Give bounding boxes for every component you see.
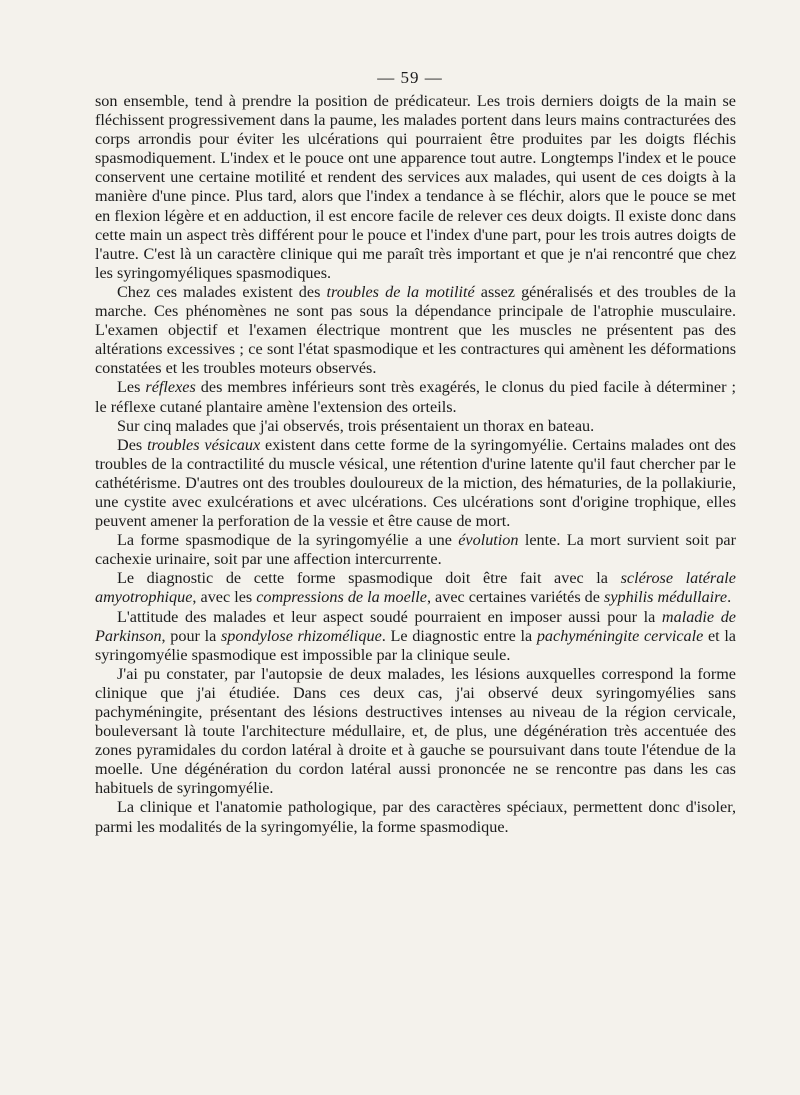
text-run: La forme spasmodique de la syringomyélie a une	[117, 531, 459, 550]
italic-term: maladie de Parkinson	[95, 607, 736, 645]
paragraph	[95, 608, 736, 665]
text-run: Le diagnostic de cette forme spasmodique doit être fait avec la	[117, 569, 621, 588]
italic-term: syphilis médullaire	[604, 588, 728, 607]
paragraph	[95, 665, 736, 799]
text-run: Les	[117, 378, 146, 397]
italic-term: évolution	[458, 531, 519, 550]
italic-term: réflexes	[145, 378, 196, 397]
text-run: , avec certaines variétés de	[426, 588, 605, 607]
text-run: Chez ces malades existent des	[117, 282, 327, 301]
text-run: L'attitude des malades et leur aspect soudé pourraient en imposer aussi pour la	[117, 607, 662, 626]
text-run: son ensemble, tend à prendre la position de prédicateur. Les trois derniers doigts de la main se fléchissent progressivement dans la paume, les malades portent dans leurs mains contracturées des corps arrondis pour éviter les ulcérations qui pourraient être produites par les doigts fléchis spasmodiquement. L'index et le pouce ont une apparence tout autre. Longtemps l'index et le pouce conservent une certaine motilité et rendent des services aux malades, qui usent de ces doigts à la manière d'une pince. Plus tard, alors que l'index a tendance à se fléchir, alors que le pouce se met en flexion légère et en adduction, il est encore facile de relever ces deux doigts. Il existe donc dans cette main un aspect très différent pour le pouce et l'index d'une part, pour les trois autres doigts de l'autre. C'est là un caractère clinique qui me paraît très important et que je n'ai rencontré que chez les syringomyéliques spasmodiques.	[95, 92, 736, 282]
text-run: J'ai pu constater, par l'autopsie de deux malades, les lésions auxquelles correspond la forme clinique que j'ai étudiée. Dans ces deux cas, j'ai observé deux syringomyélies sans pachyméningite, présentant des lésions destructives intenses au niveau de la région cervicale, bouleversant là toute l'architecture médullaire, et, de plus, une dégénération très accentuée des zones pyramidales du cordon latéral à droite et à gauche se poursuivant dans toute l'étendue de la moelle. Une dégénération du cordon latéral aussi prononcée ne se rencontre pas dans les cas habituels de syringomyélie.	[95, 664, 736, 798]
paragraph	[95, 436, 736, 531]
text-run: et la syringomyélie spasmodique est impossible par la clinique seule.	[95, 626, 736, 664]
text-run: .	[727, 588, 732, 607]
text-run: lente. La mort survient soit par cachexie urinaire, soit par une affection intercurrente.	[95, 531, 737, 569]
page-number: — 59 —	[377, 68, 443, 87]
paragraph	[95, 92, 736, 283]
body-text	[95, 92, 736, 837]
text-run: existent dans cette forme de la syringomyélie. Certains malades ont des troubles de la contractilité du muscle vésical, une rétention d'urine latente qu'il faut chercher par le cathétérisme. D'autres ont des troubles douloureux de la miction, des hématuries, de la pollakiurie, une cystite avec exulcérations et avec ulcérations. Ces ulcérations sont d'origine trophique, elles peuvent amener la perforation de la vessie et être cause de mort.	[95, 435, 736, 531]
text-run: , pour la	[161, 626, 221, 645]
text-run: Des	[117, 435, 148, 454]
italic-term: sclérose latérale amyotrophique	[95, 569, 736, 607]
text-run: , avec les	[192, 588, 257, 607]
italic-term: pachyméningite cervicale	[536, 626, 704, 645]
text-run: assez généralisés et des troubles de la marche. Ces phénomènes ne sont pas sous la dépendance principale de l'atrophie musculaire. L'examen objectif et l'examen électrique montrent que les muscles ne présentent pas des altérations excessives ; ce sont l'état spasmodique et les contractures qui amènent les déformations constatées et les troubles moteurs observés.	[95, 282, 736, 378]
text-run: . Le diagnostic entre la	[381, 626, 537, 645]
italic-term: troubles de la motilité	[326, 282, 475, 301]
italic-term: compressions de la moelle	[256, 588, 427, 607]
paragraph	[95, 531, 736, 569]
text-run: Sur cinq malades que j'ai observés, trois présentaient un thorax en bateau.	[117, 416, 595, 435]
paragraph	[95, 569, 736, 607]
paragraph	[95, 417, 736, 436]
text-run: des membres inférieurs sont très exagérés, le clonus du pied facile à déterminer ; le réflexe cutané plantaire amène l'extension des orteils.	[95, 378, 736, 416]
paragraph	[95, 798, 736, 836]
paragraph	[95, 283, 736, 378]
paragraph	[95, 378, 736, 416]
italic-term: troubles vésicaux	[147, 435, 261, 454]
text-run: La clinique et l'anatomie pathologique, par des caractères spéciaux, permettent donc d'isoler, parmi les modalités de la syringomyélie, la forme spasmodique.	[95, 798, 736, 836]
italic-term: spondylose rhizomélique	[220, 626, 382, 645]
